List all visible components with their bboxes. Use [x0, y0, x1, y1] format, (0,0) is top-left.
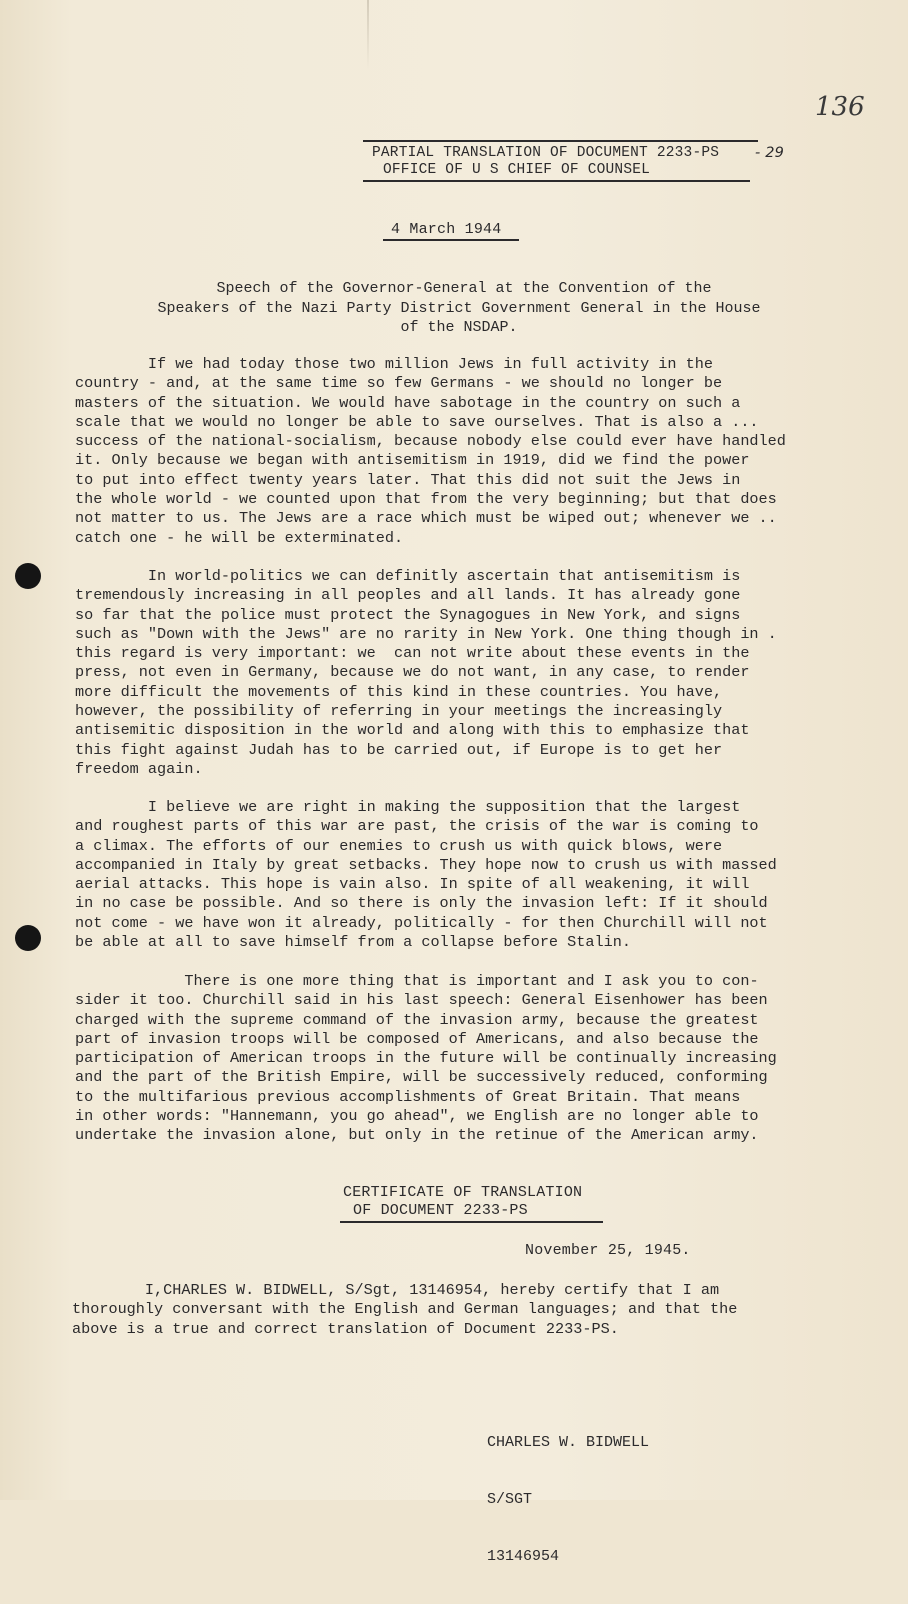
body-paragraph: In world-politics we can definitly ascertain that antisemitism is tremendously increasing in all peoples and all lands. It has already gone so far that the police must protect the Synagogues in New York, and signs such as "Down with the Jews" are no rarity in New York. One thing though in . this regard is very important: we can not write about these events in the press, not even in Germany, because we do not want, in any case, to render more difficult the movements of this kind in these countries. You have, however, the possibility of referring in your meetings the increasingly antisemitic disposition in the world and along with this to emphasize that this fight against Judah has to be carried out, if Europe is to get her freedom again. [75, 567, 777, 778]
header-top-rule [363, 140, 758, 142]
page-number-handwritten: 136 [815, 92, 865, 122]
signature-rank: S/SGT [487, 1491, 533, 1508]
body-paragraph: If we had today those two million Jews in full activity in the country - and, at the same time so few Germans - we should no longer be masters of the situation. We would have sabotage in the country on such a scale that we would no longer be able to save ourselves. That is also a ... success of the national-socialism, because nobody else could ever have handled it. Only because we began with antisemitism in 1919, did we find the power to put into effect twenty years later. That this did not suit the Jews in the whole world - we counted upon that from the very beginning; but that does not matter to us. The Jews are a race which must be wiped out; whenever we .. catch one - he will be exterminated. [75, 355, 786, 547]
date-underline [383, 239, 519, 241]
speech-title [0, 279, 908, 338]
speech-title-line: Speakers of the Nazi Party District Government General in the House [157, 299, 761, 317]
certificate-title-line2: OF DOCUMENT 2233-PS [353, 1202, 528, 1219]
speech-title-line: of the NSDAP. [400, 319, 518, 336]
document-date: 4 March 1944 [391, 221, 502, 238]
certificate-date: November 25, 1945. [525, 1242, 691, 1259]
body-paragraph: There is one more thing that is important and I ask you to con- sider it too. Churchill said in his last speech: General Eisenhower has been charged with the supreme command of the invasion army, because the greatest part of invasion troops will be composed of Americans, and also because the participation of American troops in the future will be continually increasing and the part of the British Empire, will be successively reduced, conforming to the multifarious previous accomplishments of Great Britain. That means in other words: "Hannemann, you go ahead", we English are no longer able to undertake the invasion alone, but only in the retinue of the American army. [75, 972, 777, 1145]
speech-title-line: Speech of the Governor-General at the Convention of the [216, 280, 712, 297]
signature-serial: 13146954 [487, 1548, 560, 1565]
header-bottom-rule [363, 180, 750, 182]
certificate-underline [340, 1221, 603, 1223]
certificate-body: I,CHARLES W. BIDWELL, S/Sgt, 13146954, hereby certify that I am thoroughly conversant with the English and German languages; and that the above is a true and correct translation of Document 2233-PS. [72, 1281, 738, 1338]
header-title-line2: OFFICE OF U S CHIEF OF COUNSEL [383, 162, 651, 178]
paper-crease [367, 0, 369, 70]
signature-name: CHARLES W. BIDWELL [487, 1434, 650, 1451]
punch-hole-top [15, 563, 41, 589]
certificate-title-line1: CERTIFICATE OF TRANSLATION [343, 1184, 583, 1201]
header-title-line1: PARTIAL TRANSLATION OF DOCUMENT 2233-PS [372, 145, 720, 161]
body-paragraph: I believe we are right in making the supposition that the largest and roughest parts of this war are past, the crisis of the war is coming to a climax. The efforts of our enemies to crush us with quick blows, were accompanied in Italy by great setbacks. They hope now to crush us with massed aerial attacks. This hope is vain also. In spite of all weakening, it will in no case be possible. And so there is only the invasion left: If it should not come - we have won it already, politically - for then Churchill will not be able at all to save himself from a collapse before Stalin. [75, 798, 777, 952]
punch-hole-bottom [15, 925, 41, 951]
header-title-annotation: - 29 [755, 145, 785, 161]
